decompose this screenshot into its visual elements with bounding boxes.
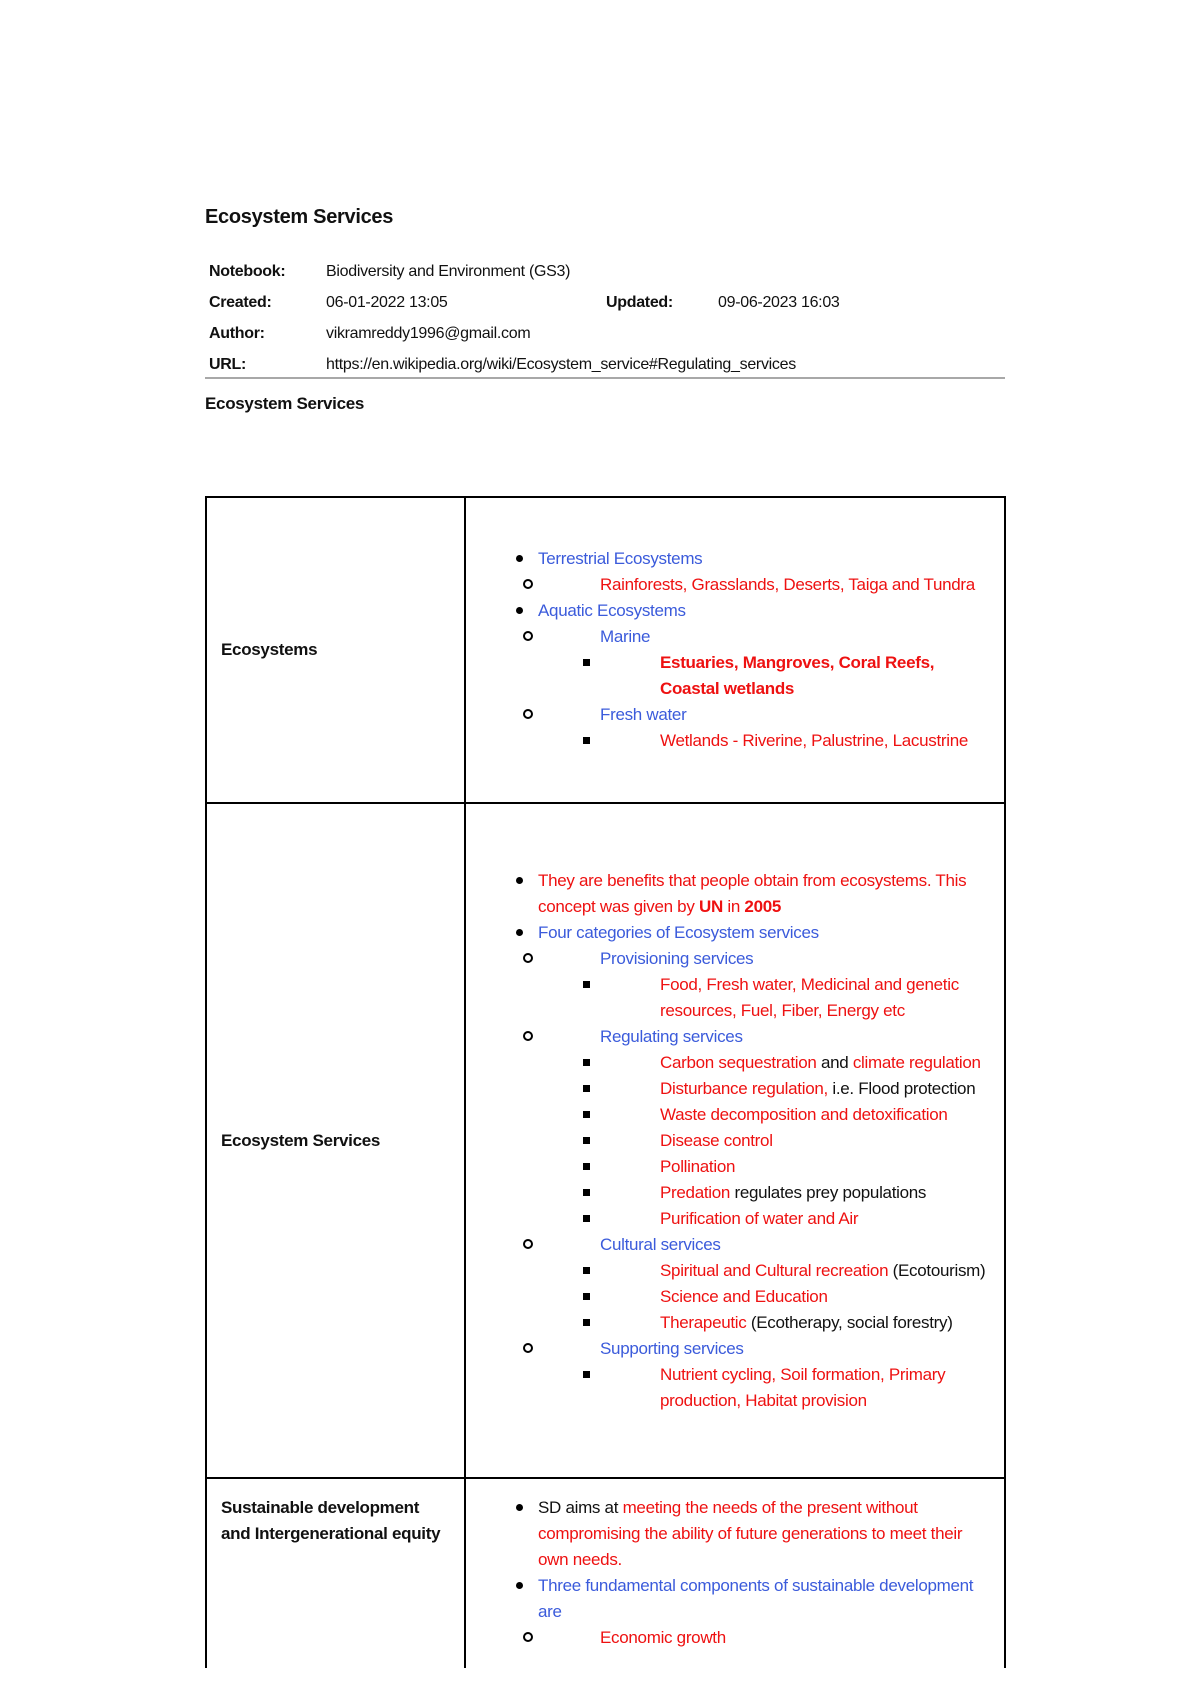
list-item: Regulating services Carbon sequestration and climate regulation Disturbance regulation, i.e. Flood protection Waste decomposition and detoxification Disease control Pollination Predation regulates prey populations Purification of water and Air — [538, 1024, 990, 1232]
row-content — [465, 497, 1005, 803]
list-item: Nutrient cycling, Soil formation, Primary production, Habitat provision — [600, 1362, 990, 1414]
list-item: Supporting services Nutrient cycling, Soil formation, Primary production, Habitat provision — [538, 1336, 990, 1414]
list-item: Food, Fresh water, Medicinal and genetic resources, Fuel, Fiber, Energy etc — [600, 972, 990, 1024]
ecosystem-table — [205, 496, 1006, 1668]
bullet-square-icon — [583, 1319, 590, 1326]
list-item: They are benefits that people obtain from ecosystems. This concept was given by UN in 2005 — [466, 868, 990, 920]
updated-label: Updated: — [606, 293, 673, 311]
bullet-circle-icon — [523, 631, 533, 641]
list-item: Carbon sequestration and climate regulation — [600, 1050, 990, 1076]
created-value: 06-01-2022 13:05 — [326, 293, 448, 311]
notebook-value: Biodiversity and Environment (GS3) — [326, 262, 571, 280]
row-label: Ecosystem Services — [206, 803, 465, 1478]
list-item: Waste decomposition and detoxification — [600, 1102, 990, 1128]
bullet-circle-icon — [523, 1239, 533, 1249]
bullet-circle-icon — [523, 709, 533, 719]
list-item: Purification of water and Air — [600, 1206, 990, 1232]
list-item: Predation regulates prey populations — [600, 1180, 990, 1206]
row-label: Sustainable development and Intergenerational equity — [206, 1478, 465, 1668]
metadata-divider — [205, 377, 1005, 379]
list-item: Provisioning services Food, Fresh water, Medicinal and genetic resources, Fuel, Fiber, Energy etc — [538, 946, 990, 1024]
table-row-sustainable-development — [206, 1478, 1005, 1668]
meta-created-row — [205, 287, 1005, 318]
url-value[interactable]: https://en.wikipedia.org/wiki/Ecosystem_service#Regulating_services — [326, 355, 796, 373]
bullet-square-icon — [583, 1293, 590, 1300]
bullet-disc-icon — [516, 1582, 523, 1589]
author-value: vikramreddy1996@gmail.com — [326, 324, 531, 342]
url-label: URL: — [209, 355, 247, 373]
list-item: Pollination — [600, 1154, 990, 1180]
row-content — [465, 1478, 1005, 1668]
notebook-label: Notebook: — [209, 262, 286, 280]
list-item: SD aims at meeting the needs of the present without compromising the ability of future generations to meet their own needs. — [466, 1495, 990, 1573]
note-metadata — [205, 256, 1005, 380]
bullet-square-icon — [583, 1137, 590, 1144]
meta-url-row — [205, 349, 1005, 380]
bullet-circle-icon — [523, 1632, 533, 1642]
bullet-square-icon — [583, 737, 590, 744]
created-label: Created: — [209, 293, 272, 311]
bullet-square-icon — [583, 1085, 590, 1092]
list-item: Disturbance regulation, i.e. Flood protection — [600, 1076, 990, 1102]
list-item: Economic growth — [538, 1625, 990, 1651]
bullet-circle-icon — [523, 1343, 533, 1353]
list-item: Four categories of Ecosystem services Provisioning services Food, Fresh water, Medicinal and genetic resources, Fuel, Fiber, Energy etc Regulating services Carbon sequestration and climate regulation Disturbance regulation, i.e. Flood protection Waste decomposition and detoxification Disease control Pollination Predation regulates prey populations Purification of water and Air Cultural services Spiritual and Cultural recreation (Ecotourism) Science and Education Therapeutic (Ecotherapy, social forestry) Supporting services Nutrient cycling, Soil formation, Primary production, Habitat provision — [466, 920, 990, 1414]
bullet-square-icon — [583, 1059, 590, 1066]
note-title: Ecosystem Services — [205, 206, 394, 228]
bullet-disc-icon — [516, 607, 523, 614]
bullet-square-icon — [583, 1189, 590, 1196]
list-item: Disease control — [600, 1128, 990, 1154]
row-label: Ecosystems — [206, 497, 465, 803]
bullet-square-icon — [583, 659, 590, 666]
list-item: Therapeutic (Ecotherapy, social forestry) — [600, 1310, 990, 1336]
updated-value: 09-06-2023 16:03 — [718, 293, 840, 311]
bullet-square-icon — [583, 1163, 590, 1170]
bullet-square-icon — [583, 1111, 590, 1118]
list-item: Three fundamental components of sustainable development are Economic growth — [466, 1573, 990, 1651]
bullet-square-icon — [583, 1267, 590, 1274]
author-label: Author: — [209, 324, 265, 342]
list-item: Wetlands - Riverine, Palustrine, Lacustrine — [600, 728, 990, 754]
bullet-circle-icon — [523, 953, 533, 963]
list-item: Cultural services Spiritual and Cultural recreation (Ecotourism) Science and Education Therapeutic (Ecotherapy, social forestry) — [538, 1232, 990, 1336]
section-heading: Ecosystem Services — [205, 394, 365, 413]
bullet-disc-icon — [516, 1504, 523, 1511]
bullet-circle-icon — [523, 579, 533, 589]
bullet-disc-icon — [516, 555, 523, 562]
list-item: Marine Estuaries, Mangroves, Coral Reefs, Coastal wetlands — [538, 624, 990, 702]
bullet-square-icon — [583, 1371, 590, 1378]
meta-author-row — [205, 318, 1005, 349]
bullet-disc-icon — [516, 929, 523, 936]
list-item: Aquatic Ecosystems Marine Estuaries, Mangroves, Coral Reefs, Coastal wetlands Fresh water Wetlands - Riverine, Palustrine, Lacustrine — [466, 598, 990, 754]
list-item: Rainforests, Grasslands, Deserts, Taiga and Tundra — [538, 572, 990, 598]
list-item: Estuaries, Mangroves, Coral Reefs, Coastal wetlands — [600, 650, 990, 702]
list-item: Spiritual and Cultural recreation (Ecotourism) — [600, 1258, 990, 1284]
meta-notebook-row — [205, 256, 1005, 287]
table-row-ecosystem-services — [206, 803, 1005, 1478]
list-item: Terrestrial Ecosystems Rainforests, Grasslands, Deserts, Taiga and Tundra — [466, 546, 990, 598]
bullet-circle-icon — [523, 1031, 533, 1041]
bullet-disc-icon — [516, 877, 523, 884]
table-row-ecosystems — [206, 497, 1005, 803]
bullet-square-icon — [583, 1215, 590, 1222]
list-item: Science and Education — [600, 1284, 990, 1310]
bullet-square-icon — [583, 981, 590, 988]
row-content — [465, 803, 1005, 1478]
list-item: Fresh water Wetlands - Riverine, Palustrine, Lacustrine — [538, 702, 990, 754]
